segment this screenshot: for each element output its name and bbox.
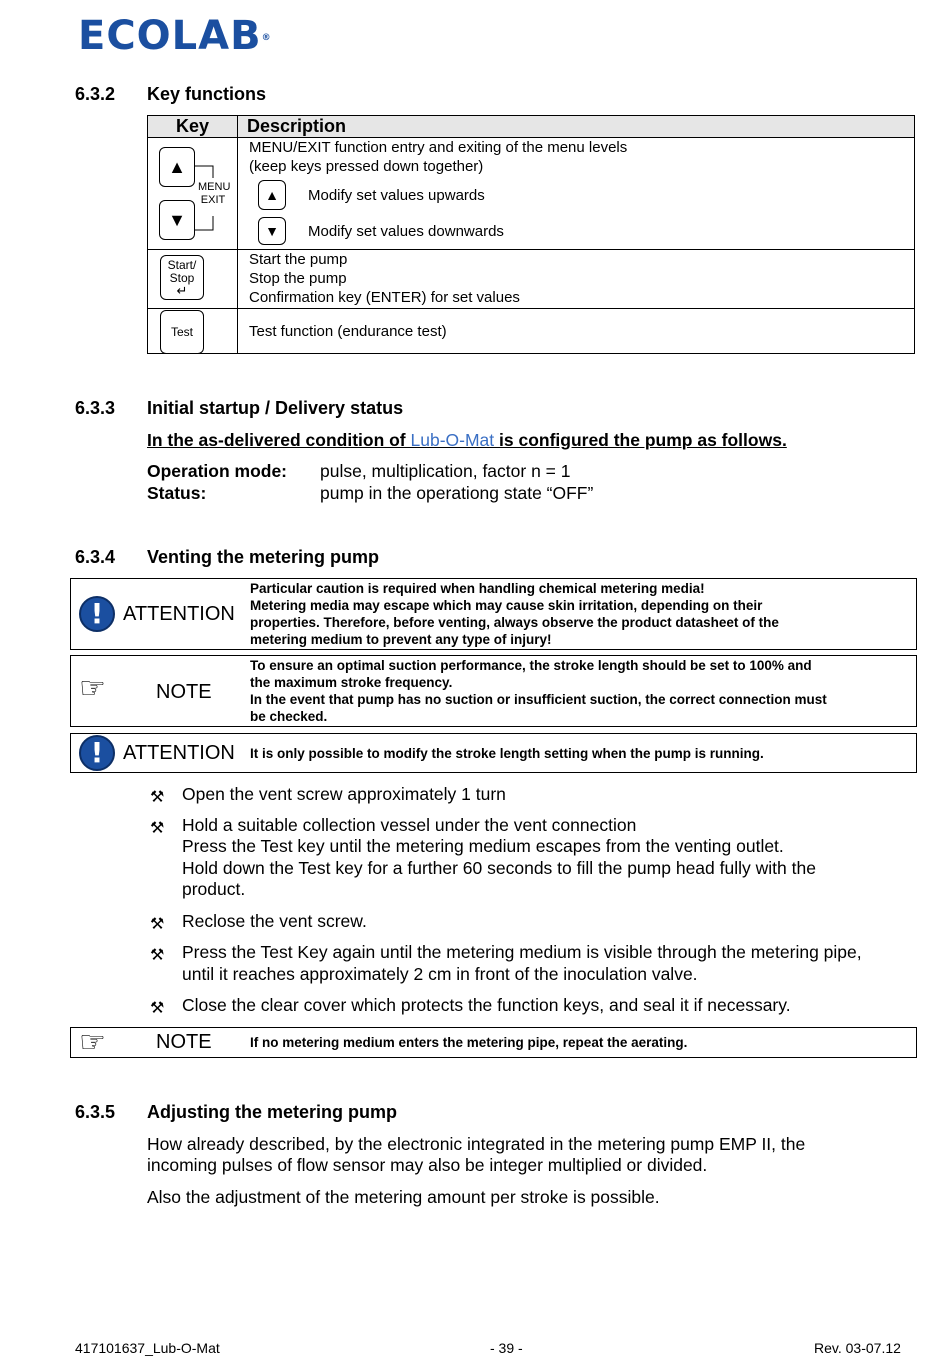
- section-number-634: 6.3.4: [75, 547, 116, 567]
- step-4-line2: until it reaches approximately 2 cm in front of the inoculation valve.: [182, 964, 698, 984]
- pointing-hand-icon: ☞: [79, 671, 106, 706]
- test-desc: Test function (endurance test): [249, 323, 447, 340]
- start-stop-desc-line2: Stop the pump: [249, 270, 347, 287]
- attention-text-4: metering medium to prevent any type of injury!: [250, 632, 552, 647]
- section-title-633: Initial startup / Delivery status: [147, 398, 404, 418]
- enter-arrow-icon: ↵: [176, 282, 188, 298]
- tools-icon: ⚒: [150, 998, 165, 1017]
- adjust-para1-line2: incoming pulses of flow sensor may also be integer multiplied or divided.: [147, 1155, 708, 1175]
- footer-revision: Rev. 03-07.12: [814, 1340, 901, 1356]
- col-header-key: Key: [176, 116, 210, 136]
- test-key-icon: Test: [160, 310, 204, 354]
- menu-desc-line2: (keep keys pressed down together): [249, 158, 484, 175]
- section-title-635: Adjusting the metering pump: [147, 1102, 397, 1122]
- start-stop-desc-line3: Confirmation key (ENTER) for set values: [249, 289, 520, 306]
- note-box-1: [70, 655, 917, 727]
- note-text: If no metering medium enters the metering pipe, repeat the aerating.: [250, 1035, 688, 1050]
- note-text-3: In the event that pump has no suction or insufficient suction, the correct connection must: [250, 692, 827, 707]
- up-key-icon: ▲: [159, 147, 195, 187]
- step-2-line2: Press the Test key until the metering medium escapes from the venting outlet.: [182, 836, 784, 856]
- attention-box-1: [70, 578, 917, 650]
- lub-o-mat-link[interactable]: Lub-O-Mat: [410, 430, 499, 450]
- attention-label: ATTENTION: [123, 742, 235, 764]
- menu-exit-label: MENU EXIT: [198, 181, 231, 206]
- exclamation-icon: !: [79, 596, 115, 632]
- note-label: NOTE: [156, 1031, 212, 1053]
- section-number-633: 6.3.3: [75, 398, 116, 418]
- note-text-2: the maximum stroke frequency.: [250, 675, 453, 690]
- attention-text: It is only possible to modify the stroke length setting when the pump is running.: [250, 746, 764, 761]
- logo-text: ECOLAB: [78, 13, 262, 59]
- registered-mark: ®: [261, 33, 272, 43]
- status-label: Status:: [147, 483, 207, 503]
- tools-icon: ⚒: [150, 945, 165, 964]
- tools-icon: ⚒: [150, 914, 165, 933]
- mode-value: pulse, multiplication, factor n = 1: [320, 461, 571, 481]
- step-4-line1: Press the Test Key again until the metering medium is visible through the metering pipe,: [182, 942, 862, 962]
- step-5: Close the clear cover which protects the function keys, and seal it if necessary.: [182, 995, 791, 1015]
- col-header-description: Description: [247, 116, 347, 136]
- footer-page-number: - 39 -: [490, 1340, 523, 1356]
- key-functions-table: [147, 115, 915, 354]
- adjust-para2: Also the adjustment of the metering amount per stroke is possible.: [147, 1187, 660, 1207]
- up-small-key-icon: ▲: [258, 180, 286, 210]
- section-number-635: 6.3.5: [75, 1102, 116, 1122]
- start-stop-desc-line1: Start the pump: [249, 251, 348, 268]
- start-stop-key-icon: Start/ Stop ↵: [160, 255, 204, 300]
- down-small-key-icon: ▼: [258, 217, 286, 245]
- attention-label: ATTENTION: [123, 603, 235, 625]
- step-2-line1: Hold a suitable collection vessel under the vent connection: [182, 815, 637, 835]
- modify-down-label: Modify set values downwards: [308, 223, 504, 240]
- step-2-line4: product.: [182, 879, 246, 899]
- attention-box-2: [70, 733, 917, 773]
- attention-text-3: properties. Therefore, before venting, always observe the product datasheet of the: [250, 615, 779, 630]
- note-text-4: be checked.: [250, 709, 328, 724]
- section-title-632: Key functions: [147, 84, 267, 104]
- modify-up-label: Modify set values upwards: [308, 187, 485, 204]
- menu-desc-line1: MENU/EXIT function entry and exiting of the menu levels: [249, 139, 628, 156]
- step-1: Open the vent screw approximately 1 turn: [182, 784, 506, 804]
- pointing-hand-icon: ☞: [79, 1025, 106, 1060]
- tools-icon: ⚒: [150, 818, 165, 837]
- tools-icon: ⚒: [150, 787, 165, 806]
- adjust-para1-line1: How already described, by the electronic integrated in the metering pump EMP II, the: [147, 1134, 806, 1154]
- attention-text-2: Metering media may escape which may cause skin irritation, depending on their: [250, 598, 763, 613]
- step-2-line3: Hold down the Test key for a further 60 seconds to fill the pump head fully with the: [182, 858, 816, 878]
- delivery-intro: In the as-delivered condition of Lub-O-Mat is configured the pump as follows.: [147, 430, 787, 450]
- section-number-632: 6.3.2: [75, 84, 116, 104]
- status-value: pump in the operationg state “OFF”: [320, 483, 594, 503]
- attention-text-1: Particular caution is required when handling chemical metering media!: [250, 581, 705, 596]
- ecolab-logo: [78, 14, 272, 58]
- note-label: NOTE: [156, 681, 212, 703]
- down-key-icon: ▼: [159, 200, 195, 240]
- section-title-634: Venting the metering pump: [147, 547, 380, 567]
- step-3: Reclose the vent screw.: [182, 911, 367, 931]
- exclamation-icon: !: [79, 735, 115, 771]
- note-box-2: [70, 1027, 917, 1058]
- footer-doc-id: 417101637_Lub-O-Mat: [75, 1340, 220, 1356]
- mode-label: Operation mode:: [147, 461, 288, 481]
- note-text-1: To ensure an optimal suction performance, the stroke length should be set to 100% and: [250, 658, 812, 673]
